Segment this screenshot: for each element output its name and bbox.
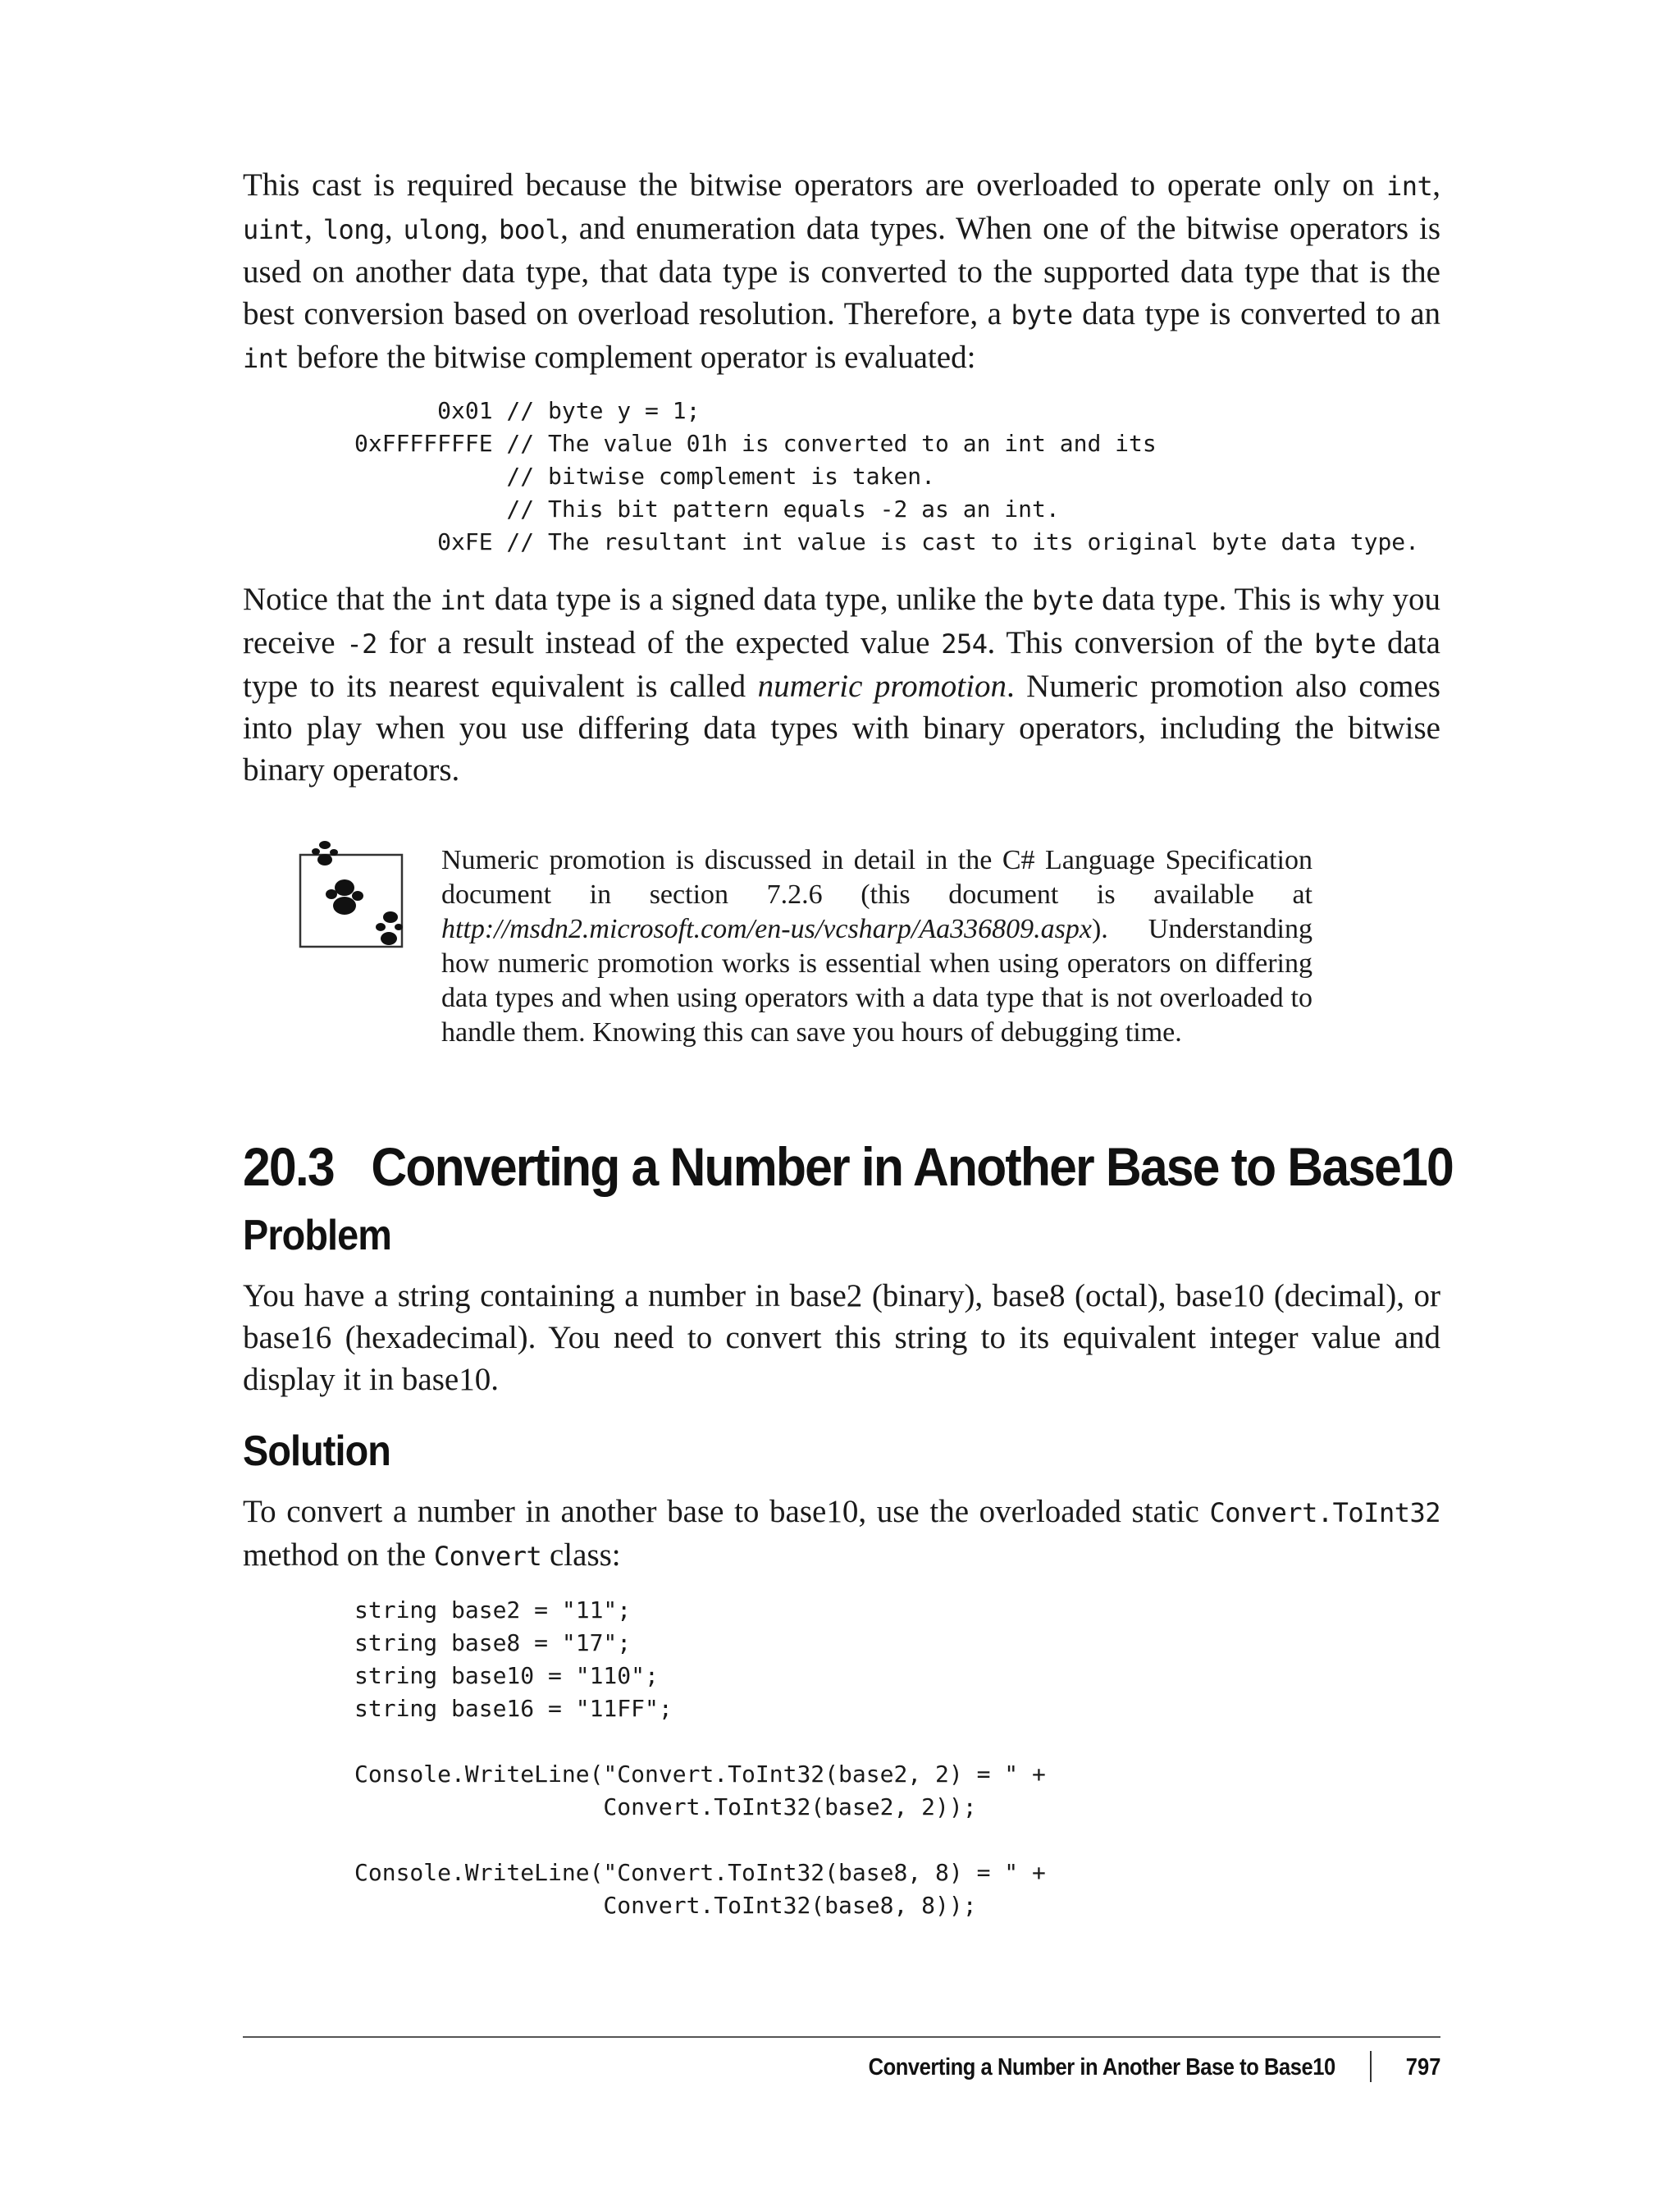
code-line: string base10 = "110"; <box>354 1662 659 1689</box>
code-line: // This bit pattern equals -2 as an int. <box>354 496 1060 523</box>
section-heading <box>243 1134 1453 1199</box>
code-block-bitwise <box>354 395 1440 559</box>
paragraph-cast-explanation: This cast is required because the bitwise operators are overloaded to operate only on int, uint, long, ulong, bool, and enumeration data types. When one of the bitwise operators is used on another data type, that data type is converted to the supported data type that is the best conversion based on overload resolution. Therefore, a byte data type is converted to an int before the bitwise complement operator is evaluated: <box>243 167 1441 375</box>
code-line: string base8 = "17"; <box>354 1629 632 1656</box>
footer-separator <box>1370 2051 1372 2082</box>
code-line: string base16 = "11FF"; <box>354 1695 673 1722</box>
page-footer <box>243 2036 1440 2103</box>
code-line: 0x01 // byte y = 1; <box>354 397 701 424</box>
code-line: Console.WriteLine("Convert.ToInt32(base2, 2) = " + <box>354 1761 1046 1788</box>
code-line: Console.WriteLine("Convert.ToInt32(base8, 8) = " + <box>354 1859 1046 1886</box>
code-line: Convert.ToInt32(base8, 8)); <box>354 1892 977 1919</box>
note-box <box>243 830 1440 1101</box>
problem-heading: Problem <box>243 1212 391 1259</box>
solution-heading: Solution <box>243 1427 390 1475</box>
page-number: 797 <box>1405 2054 1440 2080</box>
page-content <box>243 164 1453 1922</box>
code-line: // bitwise complement is taken. <box>354 463 936 490</box>
section-number: 20.3 <box>243 1136 334 1197</box>
paw-prints-icon <box>294 830 409 961</box>
solution-text: To convert a number in another base to base10, use the overloaded static Convert.ToInt32 method on the Convert class: <box>243 1494 1440 1573</box>
msdn-link[interactable]: http://msdn2.microsoft.com/en-us/vcsharp/Aa336809.aspx <box>441 914 1092 944</box>
code-block-convert <box>354 1594 1440 1922</box>
code-line: Convert.ToInt32(base2, 2)); <box>354 1793 977 1820</box>
note-text: Numeric promotion is discussed in detail in the C# Language Specification document in section 7.2.6 (this document is available at http://msdn2.microsoft.com/en-us/vcsharp/Aa336809.aspx). Understanding how numeric promotion works is essential when using operators on differing data types and when using operators with a data type that is not overloaded to handle them. Knowing this can save you hours of debugging time. <box>441 845 1312 1048</box>
code-line: 0xFFFFFFFE // The value 01h is converted to an int and its <box>354 430 1157 457</box>
code-line: 0xFE // The resultant int value is cast to its original byte data type. <box>354 528 1420 555</box>
running-footer-title: Converting a Number in Another Base to Base10 <box>868 2054 1335 2080</box>
problem-text: You have a string containing a number in base2 (binary), base8 (octal), base10 (decimal), or base16 (hexadecimal). You need to convert this string to its equivalent integer value and display it in base10. <box>243 1278 1440 1397</box>
paragraph-numeric-promotion: Notice that the int data type is a signed data type, unlike the byte data type. This is why you receive -2 for a result instead of the expected value 254. This conversion of the byte data type to its nearest equivalent is called numeric promotion. Numeric promotion also comes into play when you use differing data types with binary operators, including the bitwise binary operators. <box>243 582 1440 788</box>
section-title: Converting a Number in Another Base to Base10 <box>371 1136 1453 1197</box>
code-line: string base2 = "11"; <box>354 1596 632 1624</box>
